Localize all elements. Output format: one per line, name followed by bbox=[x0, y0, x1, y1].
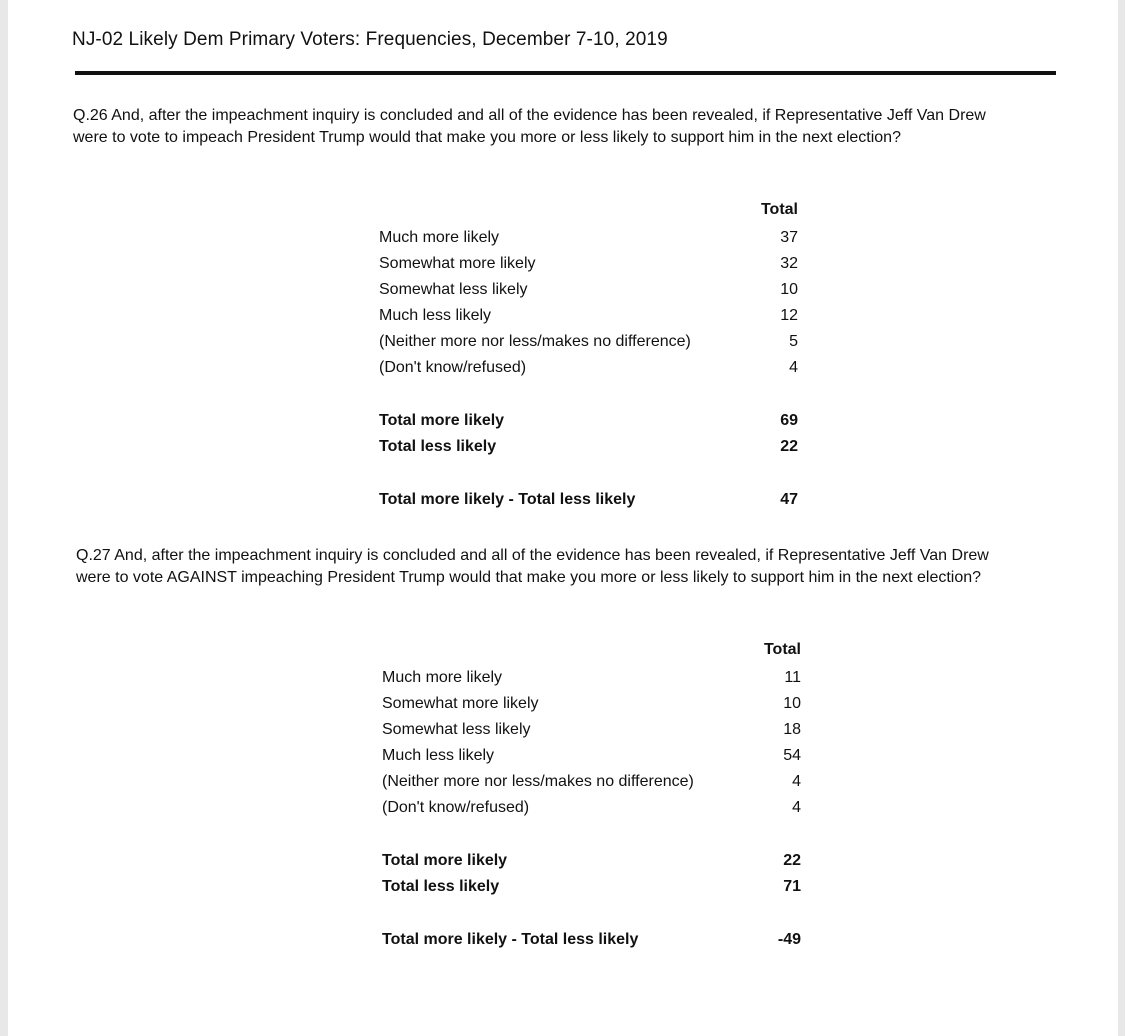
row-label: Somewhat less likely bbox=[379, 281, 528, 298]
row-value: 54 bbox=[783, 747, 801, 764]
row-value: 5 bbox=[789, 333, 798, 350]
question-27-table bbox=[382, 641, 812, 953]
question-27-text: Q.27 And, after the impeachment inquiry is concluded and all of the evidence has been revealed, if Representative Jeff Van Drew were to vote AGAINST impeaching President Trump would that make you more or less likely to support him in the next election? bbox=[76, 547, 989, 586]
table-row bbox=[382, 769, 812, 795]
row-value: 18 bbox=[783, 721, 801, 738]
total-row bbox=[379, 408, 809, 434]
table-row bbox=[379, 355, 809, 381]
row-label: (Neither more nor less/makes no difference) bbox=[382, 773, 694, 790]
total-row bbox=[379, 434, 809, 460]
row-value: 4 bbox=[789, 359, 798, 376]
spacer bbox=[379, 460, 809, 487]
row-value: 4 bbox=[792, 799, 801, 816]
document-title: NJ-02 Likely Dem Primary Voters: Frequencies, December 7-10, 2019 bbox=[72, 29, 668, 50]
total-label: Total less likely bbox=[382, 878, 500, 895]
table-row bbox=[382, 717, 812, 743]
column-header-label: Total bbox=[760, 201, 798, 218]
total-label: Total less likely bbox=[379, 438, 497, 455]
row-label: (Don't know/refused) bbox=[379, 359, 527, 376]
total-value: 71 bbox=[783, 878, 801, 895]
table-row bbox=[382, 665, 812, 691]
table-row bbox=[379, 277, 809, 303]
total-row bbox=[382, 848, 812, 874]
row-label: Somewhat less likely bbox=[382, 721, 531, 738]
net-label: Total more likely - Total less likely bbox=[382, 931, 639, 948]
total-row bbox=[382, 874, 812, 900]
row-label: Somewhat more likely bbox=[379, 255, 536, 272]
table-row bbox=[379, 225, 809, 251]
net-row bbox=[379, 487, 809, 513]
row-value: 37 bbox=[780, 229, 798, 246]
table-row bbox=[379, 303, 809, 329]
spacer bbox=[382, 900, 812, 927]
total-value: 69 bbox=[780, 412, 798, 429]
header-divider bbox=[75, 71, 1056, 75]
row-value: 11 bbox=[784, 669, 801, 686]
column-header-label: Total bbox=[763, 641, 801, 658]
total-value: 22 bbox=[780, 438, 798, 455]
net-value: 47 bbox=[780, 491, 798, 508]
spacer bbox=[382, 821, 812, 848]
total-label: Total more likely bbox=[379, 412, 505, 429]
table-row bbox=[379, 251, 809, 277]
question-26-table bbox=[379, 201, 809, 513]
row-value: 4 bbox=[792, 773, 801, 790]
row-value: 32 bbox=[780, 255, 798, 272]
row-label: Much less likely bbox=[382, 747, 495, 764]
net-value: -49 bbox=[777, 931, 801, 948]
table-row bbox=[382, 795, 812, 821]
row-label: Much less likely bbox=[379, 307, 492, 324]
row-value: 12 bbox=[780, 307, 798, 324]
table-row bbox=[382, 743, 812, 769]
net-label: Total more likely - Total less likely bbox=[379, 491, 636, 508]
column-header-total bbox=[382, 641, 812, 665]
total-label: Total more likely bbox=[382, 852, 508, 869]
row-label: Much more likely bbox=[382, 669, 503, 686]
row-label: (Neither more nor less/makes no difference) bbox=[379, 333, 691, 350]
row-value: 10 bbox=[780, 281, 798, 298]
table-row bbox=[379, 329, 809, 355]
net-row bbox=[382, 927, 812, 953]
row-label: Somewhat more likely bbox=[382, 695, 539, 712]
row-value: 10 bbox=[783, 695, 801, 712]
document-page bbox=[8, 0, 1118, 1036]
question-26-text: Q.26 And, after the impeachment inquiry is concluded and all of the evidence has been revealed, if Representative Jeff Van Drew were to vote to impeach President Trump would that make you more or less likely to support him in the next election? bbox=[73, 107, 986, 146]
total-value: 22 bbox=[783, 852, 801, 869]
column-header-total bbox=[379, 201, 809, 225]
spacer bbox=[379, 381, 809, 408]
row-label: (Don't know/refused) bbox=[382, 799, 530, 816]
row-label: Much more likely bbox=[379, 229, 500, 246]
table-row bbox=[382, 691, 812, 717]
